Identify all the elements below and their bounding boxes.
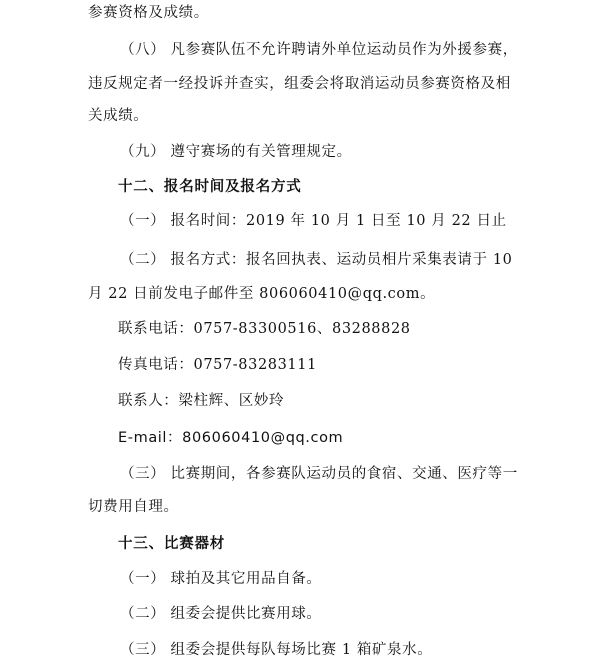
text-line-item-8: （八） 凡参赛队伍不允许聘请外单位运动员作为外援参赛， bbox=[120, 42, 518, 58]
text-line-item-8-cont-1: 违反规定者一经投诉并查实，组委会将取消运动员参赛资格及相 bbox=[88, 76, 511, 92]
text-line-expenses-cont: 切费用自理。 bbox=[88, 499, 179, 515]
text-line-eligibility-end: 参赛资格及成绩。 bbox=[88, 5, 209, 21]
text-line-contact-person: 联系人：梁柱辉、区妙玲 bbox=[118, 393, 285, 409]
text-line-item-8-cont-2: 关成绩。 bbox=[88, 108, 149, 124]
text-line-equipment-3: （三） 组委会提供每队每场比赛 1 箱矿泉水。 bbox=[120, 642, 433, 658]
text-line-registration-method: （二） 报名方式：报名回执表、运动员相片采集表请于 10 bbox=[120, 252, 513, 268]
text-line-fax: 传真电话：0757-83283111 bbox=[118, 357, 317, 373]
text-line-equipment-2: （二） 组委会提供比赛用球。 bbox=[120, 606, 322, 622]
section-heading-12: 十二、报名时间及报名方式 bbox=[118, 179, 302, 195]
section-heading-13: 十三、比赛器材 bbox=[118, 536, 226, 552]
text-line-contact-phone: 联系电话：0757-83300516、83288828 bbox=[118, 321, 411, 337]
text-line-registration-time: （一） 报名时间：2019 年 10 月 1 日至 10 月 22 日止 bbox=[120, 213, 507, 229]
text-line-item-9: （九） 遵守赛场的有关管理规定。 bbox=[120, 144, 352, 160]
text-line-equipment-1: （一） 球拍及其它用品自备。 bbox=[120, 571, 322, 587]
text-line-expenses: （三） 比赛期间，各参赛队运动员的食宿、交通、医疗等一 bbox=[120, 466, 518, 482]
text-line-email: E-mail：806060410@qq.com bbox=[118, 430, 344, 446]
text-line-registration-method-cont: 月 22 日前发电子邮件至 806060410@qq.com。 bbox=[88, 286, 436, 302]
